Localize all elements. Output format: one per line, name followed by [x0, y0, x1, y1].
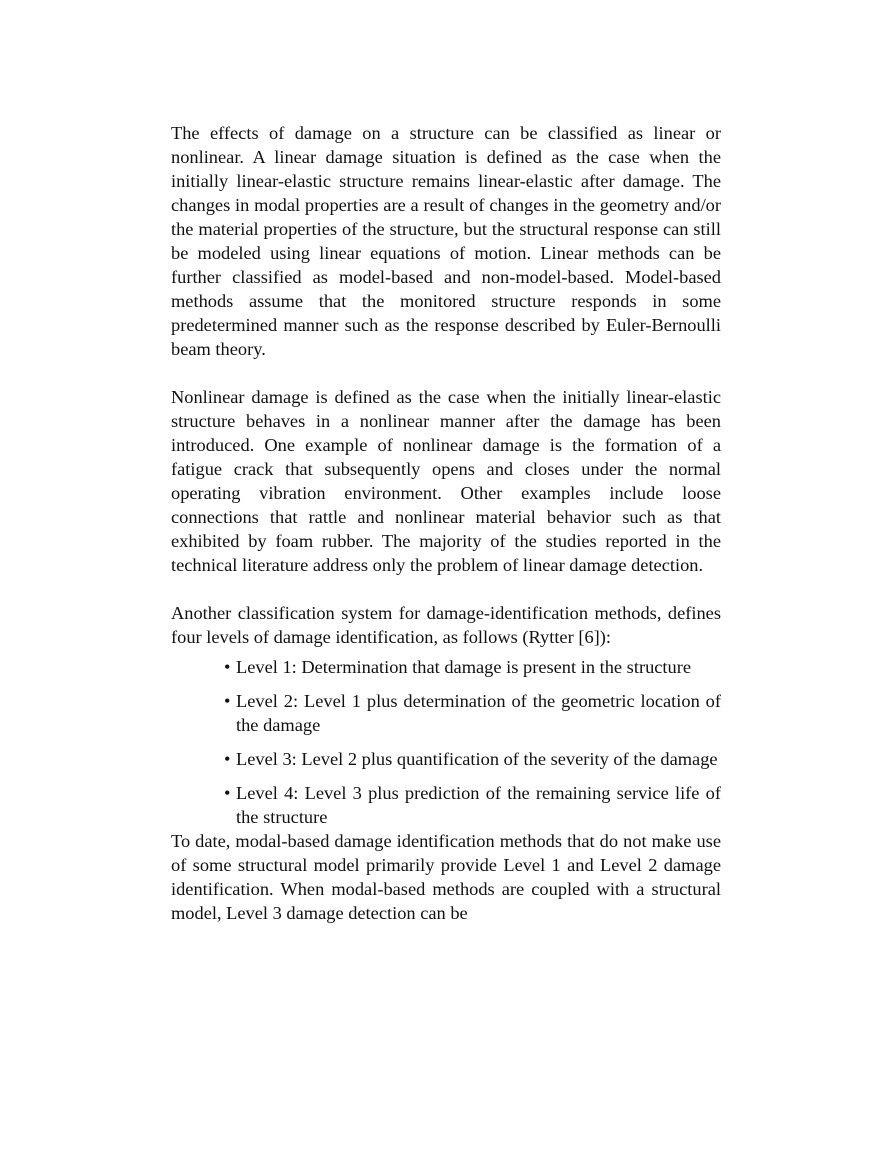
- paragraph-linear-damage: The effects of damage on a structure can be classified as linear or nonlinear. A linear damage situation is defined as the case when the initially linear-elastic structure remains linear-elastic after damage. The changes in modal properties are a result of changes in the geometry and/or the material properties of the structure, but the structural response can still be modeled using linear equations of motion. Linear methods can be further classified as model-based and non-model-based. Model-based methods assume that the monitored structure responds in some predetermined manner such as the response described by Euler-Bernoulli beam theory.: [171, 123, 721, 359]
- paragraph-classification-intro: Another classification system for damage-identification methods, defines four levels of damage identification, as follows (Rytter [6]):: [171, 603, 721, 647]
- list-item: [224, 747, 721, 771]
- level-2-text: Level 2: Level 1 plus determination of the geometric location of the damage: [236, 691, 721, 735]
- bullet-icon: •: [224, 749, 231, 769]
- level-3-text: Level 3: Level 2 plus quantification of the severity of the damage: [236, 749, 718, 769]
- list-item: [224, 689, 721, 737]
- paragraph-modal-methods: To date, modal-based damage identification methods that do not make use of some structural model primarily provide Level 1 and Level 2 damage identification. When modal-based methods are coupled with a structural model, Level 3 damage detection can be: [171, 831, 721, 923]
- paragraph-nonlinear-damage: Nonlinear damage is defined as the case when the initially linear-elastic structure behaves in a nonlinear manner after the damage has been introduced. One example of nonlinear damage is the formation of a fatigue crack that subsequently opens and closes under the normal operating vibration environment. Other examples include loose connections that rattle and nonlinear material behavior such as that exhibited by foam rubber. The majority of the studies reported in the technical literature address only the problem of linear damage detection.: [171, 387, 721, 575]
- list-item: [224, 781, 721, 829]
- damage-levels-list: [171, 655, 721, 829]
- paragraph-gap: [171, 361, 721, 385]
- level-1-text: Level 1: Determination that damage is present in the structure: [236, 657, 692, 677]
- bullet-icon: •: [224, 691, 231, 711]
- bullet-icon: •: [224, 657, 231, 677]
- list-item: [224, 655, 721, 679]
- paragraph-gap: [171, 577, 721, 601]
- bullet-icon: •: [224, 783, 231, 803]
- level-4-text: Level 4: Level 3 plus prediction of the remaining service life of the structure: [236, 783, 721, 827]
- document-page: [171, 121, 721, 925]
